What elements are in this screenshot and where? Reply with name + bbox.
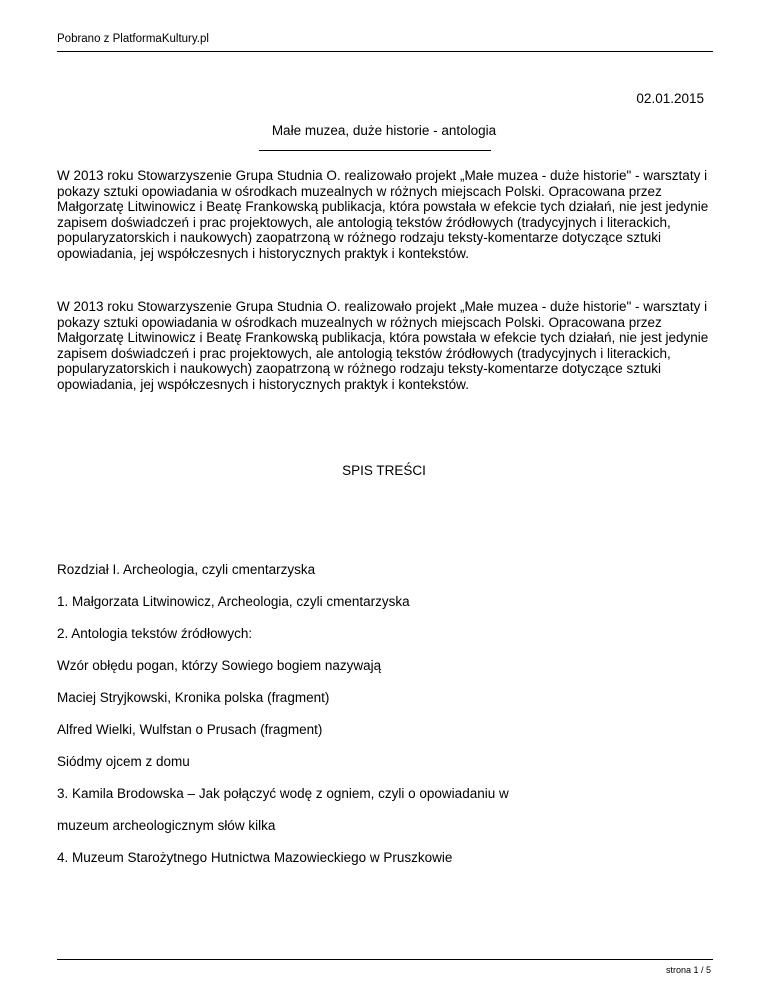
- toc-item: Siódmy ojcem z domu: [57, 754, 190, 769]
- intro-paragraph-2: W 2013 roku Stowarzyszenie Grupa Studnia O. realizowało projekt „Małe muzea - duże historie" - warsztaty i pokazy sztuki opowiadania w ośrodkach muzealnych w różnych miejscach Polski. Opracowana przez Małgorzatę Litwinowicz i Beatę Frankowską publikacja, która powstała w efekcie tych działań, nie jest jedynie zapisem doświadczeń i prac projektowych, ale antologią tekstów źródłowych (tradycyjnych i literackich, popularyzatorskich i naukowych) zaopatrzoną w różnego rodzaju teksty-komentarze dotyczące sztuki opowiadania, jej współczesnych i historycznych praktyk i kontekstów.: [57, 299, 709, 392]
- title-underline: [259, 150, 491, 151]
- toc-item: Maciej Stryjkowski, Kronika polska (fragment): [57, 690, 330, 705]
- toc-item: 4. Muzeum Starożytnego Hutnictwa Mazowieckiego w Pruszkowie: [57, 850, 453, 865]
- document-title: Małe muzea, duże historie - antologia: [271, 123, 497, 138]
- toc-item: 1. Małgorzata Litwinowicz, Archeologia, czyli cmentarzyska: [57, 594, 410, 609]
- toc-list: [57, 561, 713, 881]
- toc-item: muzeum archeologicznym słów kilka: [57, 818, 276, 833]
- toc-item: 3. Kamila Brodowska – Jak połączyć wodę z ogniem, czyli o opowiadaniu w: [57, 786, 509, 801]
- page-number: strona 1 / 5: [665, 965, 711, 975]
- source-line: Pobrano z PlatformaKultury.pl: [57, 33, 209, 45]
- toc-heading: SPIS TREŚCI: [342, 463, 426, 478]
- footer-rule: [57, 959, 713, 960]
- toc-item: Rozdział I. Archeologia, czyli cmentarzyska: [57, 562, 316, 577]
- toc-item: Wzór obłędu pogan, którzy Sowiego bogiem nazywają: [57, 658, 382, 673]
- intro-paragraph-1: W 2013 roku Stowarzyszenie Grupa Studnia O. realizowało projekt „Małe muzea - duże historie" - warsztaty i pokazy sztuki opowiadania w ośrodkach muzealnych w różnych miejscach Polski. Opracowana przez Małgorzatę Litwinowicz i Beatę Frankowską publikacja, która powstała w efekcie tych działań, nie jest jedynie zapisem doświadczeń i prac projektowych, ale antologią tekstów źródłowych (tradycyjnych i literackich, popularyzatorskich i naukowych) zaopatrzoną w różnego rodzaju teksty-komentarze dotyczące sztuki opowiadania, jej współczesnych i historycznych praktyk i kontekstów.: [57, 168, 709, 261]
- document-date: 02.01.2015: [636, 91, 704, 106]
- header-rule: [57, 51, 713, 52]
- toc-item: 2. Antologia tekstów źródłowych:: [57, 626, 253, 641]
- toc-item: Alfred Wielki, Wulfstan o Prusach (fragment): [57, 722, 323, 737]
